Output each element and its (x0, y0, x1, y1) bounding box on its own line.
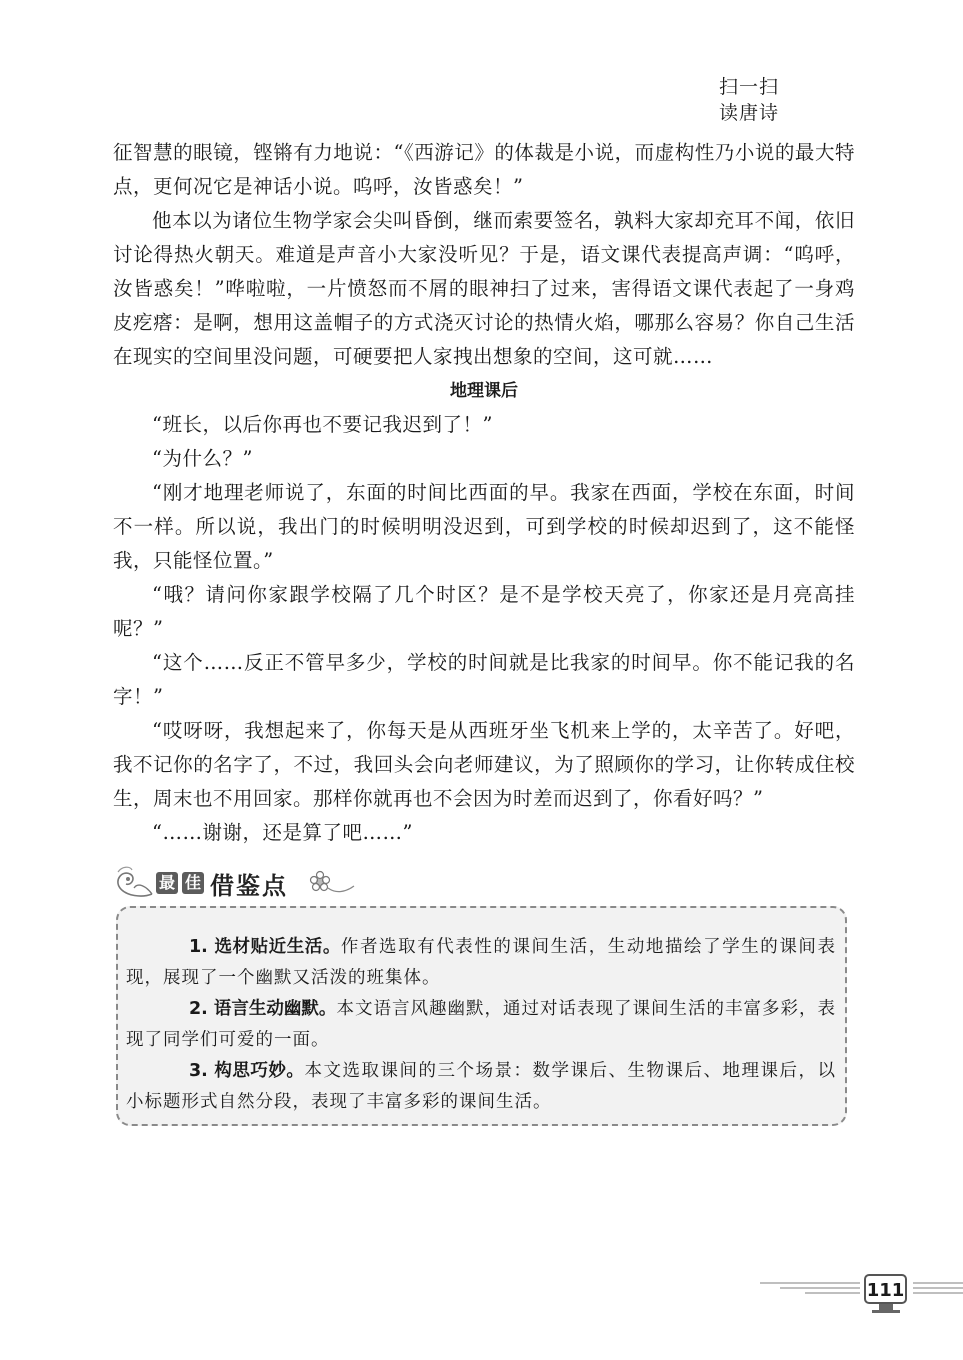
dialogue-line: “哎呀呀，我想起来了，你每天是从西班牙坐飞机来上学的，太辛苦了。好吧，我不记你的名字了，不过，我回头会向老师建议，为了照顾你的学习，让你转成住校生，周末也不用回家。那样你就再也不会因为时差而迟到了，你看好吗？” (113, 719, 855, 810)
dialogue-line: “班长，以后你再也不要记我迟到了！” (152, 413, 493, 436)
header-char-box: 最 (156, 872, 178, 894)
header-char-box: 佳 (182, 872, 204, 894)
tip-text: 作者选取有代表性的课间生活，生动地描绘了学生的课间表现，展现了一个幽默又活泼的班集体。 (126, 937, 836, 988)
tips-box (116, 906, 847, 1126)
tip-item (126, 994, 836, 1056)
dialogue-line: “这个……反正不管早多少，学校的时间就是比我家的时间早。你不能记我的名字！” (113, 651, 855, 708)
dialogue-line: “……谢谢，还是算了吧……” (152, 821, 413, 844)
swirl-ornament-icon (112, 864, 156, 902)
story-text (113, 136, 855, 850)
dialogue-line: “为什么？” (152, 447, 253, 470)
decorative-lines (760, 1280, 860, 1296)
paragraph: 他本以为诸位生物学家会尖叫昏倒，继而索要签名，孰料大家却充耳不闻，依旧讨论得热火朝天。难道是声音小大家没听见？于是，语文课代表提高声调：“呜呼，汝皆惑矣！”哗啦啦，一片愤怒而不屑的眼神扫了过来，害得语文课代表起了一身鸡皮疙瘩：是啊，想用这盖帽子的方式浇灭讨论的热情火焰，哪那么容易？你自己生活在现实的空间里没问题，可硬要把人家拽出想象的空间，这可就…… (113, 209, 855, 368)
tip-text: 本文语言风趣幽默，通过对话表现了课间生活的丰富多彩，表现了同学们可爱的一面。 (126, 999, 836, 1050)
paragraph: 征智慧的眼镜，铿锵有力地说：“《西游记》的体裁是小说，而虚构性乃小说的最大特点，更何况它是神话小说。呜呼，汝皆惑矣！” (113, 141, 855, 198)
section-subheading: 地理课后 (450, 381, 518, 401)
header-title: 借鉴点 (210, 872, 288, 900)
tip-item (126, 932, 836, 994)
dialogue-line: “哦？请问你家跟学校隔了几个时区？是不是学校天亮了，你家还是月亮高挂呢？” (113, 583, 855, 640)
scan-note (704, 74, 794, 126)
scan-note-line2: 读唐诗 (718, 102, 779, 124)
tip-item (126, 1056, 836, 1118)
monitor-base (872, 1310, 900, 1313)
tip-heading: 3. 构思巧妙。 (189, 1061, 305, 1081)
dialogue-line: “刚才地理老师说了，东面的时间比西面的早。我家在西面，学校在东面，时间不一样。所以说，我出门的时候明明没迟到，可到学校的时候却迟到了，这不能怪我，只能怪位置。” (113, 481, 855, 572)
page-number-area (760, 1270, 963, 1320)
page-number: 111 (864, 1274, 907, 1304)
flower-icon (308, 868, 358, 898)
decorative-lines (913, 1280, 963, 1296)
tip-heading: 2. 语言生动幽默。 (189, 999, 337, 1019)
best-tips-header (112, 862, 372, 904)
scan-note-line1: 扫一扫 (718, 76, 779, 98)
tip-heading: 1. 选材贴近生活。 (189, 937, 341, 957)
tip-text: 本文选取课间的三个场景：数学课后、生物课后、地理课后，以小标题形式自然分段，表现了丰富多彩的课间生活。 (126, 1061, 836, 1112)
